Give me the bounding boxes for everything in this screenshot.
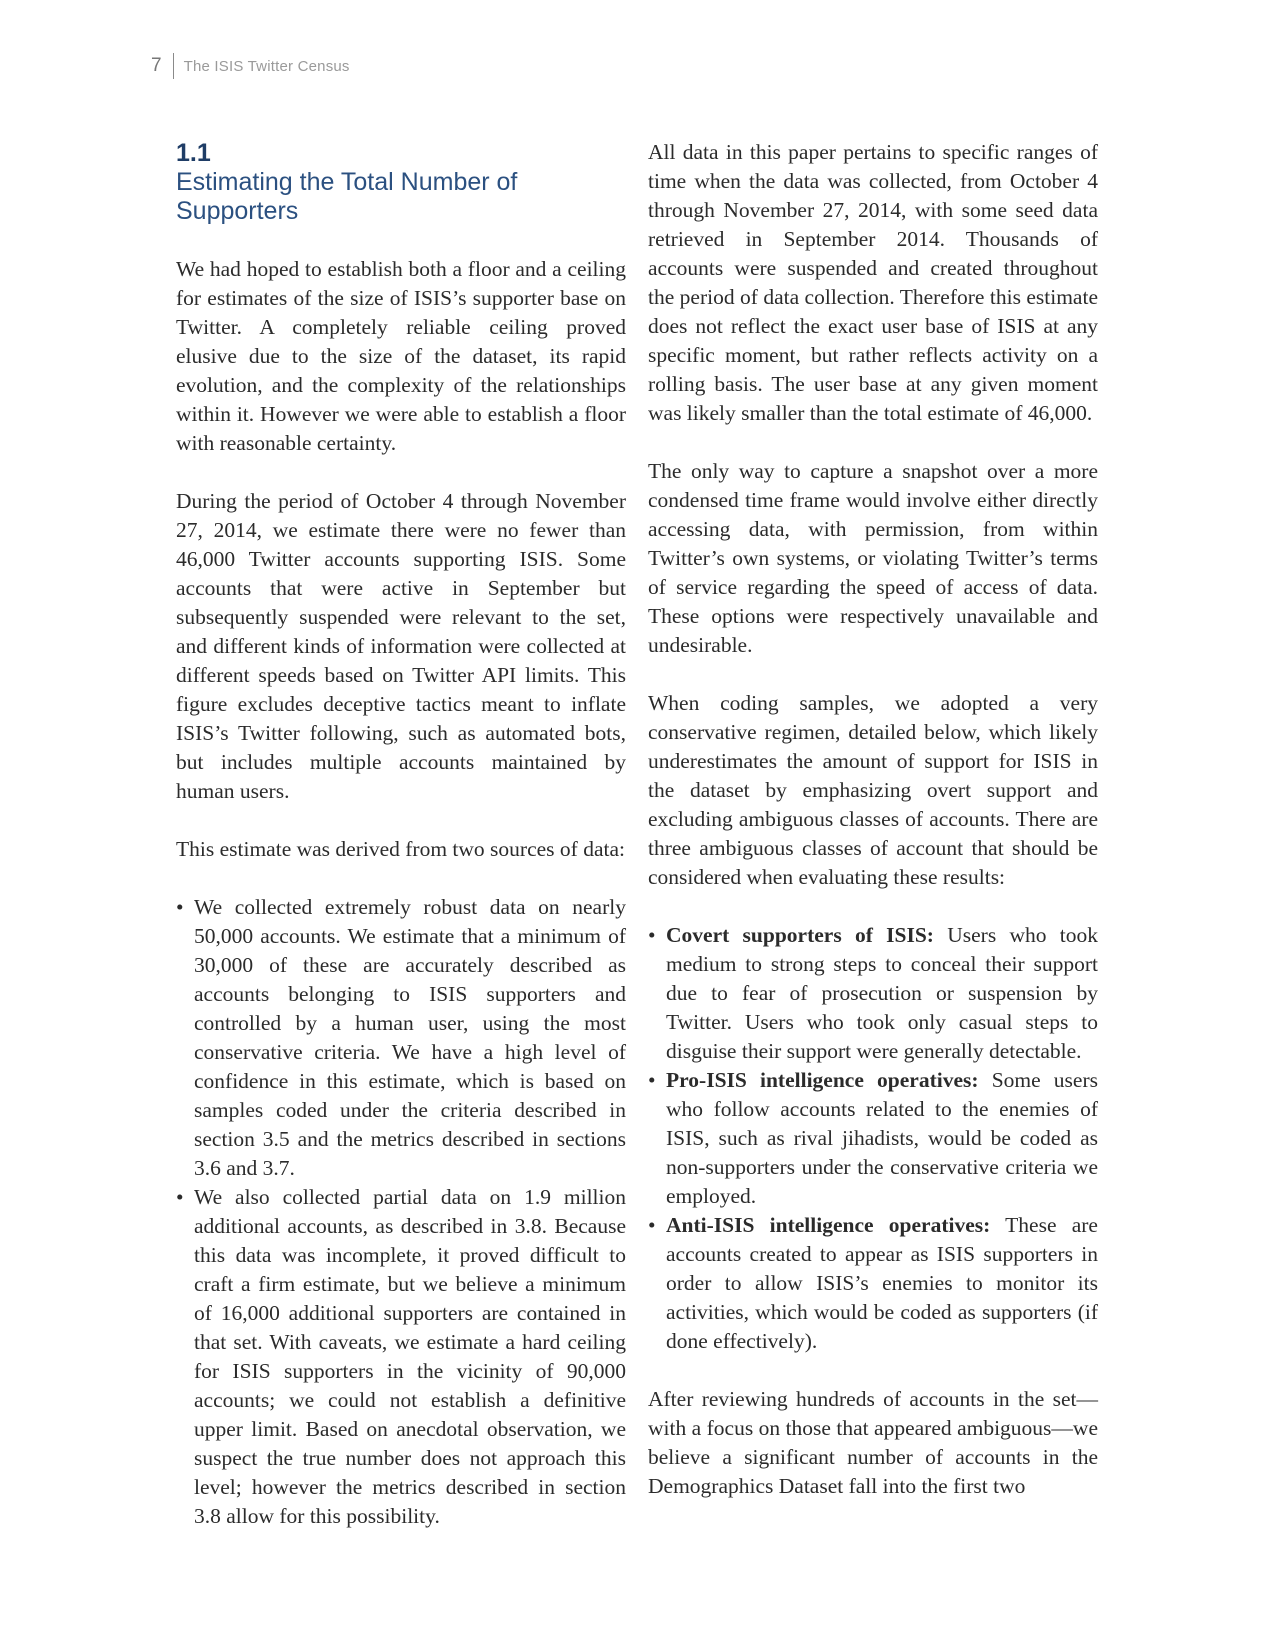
bullet-term: Covert supporters of ISIS: <box>666 923 934 947</box>
running-title: The ISIS Twitter Census <box>183 57 350 75</box>
list-item: • We collected extremely robust data on nearly 50,000 accounts. We estimate that a minimum of 30,000 of these are accurately described as accounts belonging to ISIS supporters and controlled by a human user, using the most conservative criteria. We have a high level of confidence in this estimate, which is based on samples coded under the criteria described in section 3.5 and the metrics described in sections 3.6 and 3.7. <box>176 893 626 1183</box>
left-column <box>176 138 626 1560</box>
paragraph-ceiling-floor: We had hoped to establish both a floor and a ceiling for estimates of the size of ISIS’s supporter base on Twitter. A completely reliable ceiling proved elusive due to the size of the dataset, its rapid evolution, and the complexity of the relationships within it. However we were able to establish a floor with reasonable certainty. <box>176 257 626 455</box>
paragraph-estimate-period: During the period of October 4 through November 27, 2014, we estimate there were no fewer than 46,000 Twitter accounts supporting ISIS. Some accounts that were active in September but subsequently suspended were relevant to the set, and different kinds of information were collected at different speeds based on Twitter API limits. This figure excludes deceptive tactics meant to inflate ISIS’s Twitter following, such as automated bots, but includes multiple accounts maintained by human users. <box>176 489 626 803</box>
list-item <box>648 1066 1098 1211</box>
section-number: 1.1 <box>176 139 211 167</box>
data-sources-list <box>176 893 626 1531</box>
list-item: • We also collected partial data on 1.9 million additional accounts, as described in 3.8. Because this data was incomplete, it proved difficult to craft a firm estimate, but we believe a minimum of 16,000 additional supporters are contained in that set. With caveats, we estimate a hard ceiling for ISIS supporters in the vicinity of 90,000 accounts; we could not establish a definitive upper limit. Based on anecdotal observation, we suspect the true number does not approach this level; however the metrics described in section 3.8 allow for this possibility. <box>176 1183 626 1531</box>
bullet-text: Some users who follow accounts related to the enemies of ISIS, such as rival jihadists, would be coded as non-supporters under the conservative criteria we employed. <box>666 1068 1098 1208</box>
paragraph-snapshot: The only way to capture a snapshot over a more condensed time frame would involve either directly accessing data, with permission, from within Twitter’s own systems, or violating Twitter’s terms of service regarding the speed of access of data. These options were respectively unavailable and undesirable. <box>648 459 1098 657</box>
page-number: 7 <box>151 55 162 76</box>
list-item <box>648 1211 1098 1356</box>
bullet-text: Users who took medium to strong steps to conceal their support due to fear of prosecution or suspension by Twitter. Users who took only casual steps to disguise their support were generally detectable. <box>666 923 1099 1063</box>
ambiguous-classes-list <box>648 921 1098 1356</box>
section-title: Estimating the Total Number of Supporters <box>176 168 518 225</box>
bullet-term: Anti-ISIS intelligence operatives: <box>666 1213 991 1237</box>
paragraph-closing: After reviewing hundreds of accounts in the set—with a focus on those that appeared ambiguous—we believe a significant number of accounts in the Demographics Dataset fall into the first two <box>648 1387 1098 1498</box>
list-item <box>648 921 1098 1066</box>
bullet-term: Pro-ISIS intelligence operatives: <box>666 1068 979 1092</box>
bullet-text: These are accounts created to appear as ISIS supporters in order to allow ISIS’s enemies to monitor its activities, which would be coded as supporters (if done effectively). <box>666 1213 1098 1353</box>
paragraph-data-sources: This estimate was derived from two sources of data: <box>176 837 625 861</box>
running-header <box>151 52 350 80</box>
header-divider <box>173 53 174 79</box>
right-column <box>648 138 1098 1530</box>
paragraph-coding-samples: When coding samples, we adopted a very conservative regimen, detailed below, which likely underestimates the amount of support for ISIS in the dataset by emphasizing overt support and excluding ambiguous classes of accounts. There are three ambiguous classes of account that should be considered when evaluating these results: <box>648 691 1098 889</box>
paragraph-time-ranges: All data in this paper pertains to specific ranges of time when the data was collected, from October 4 through November 27, 2014, with some seed data retrieved in September 2014. Thousands of accounts were suspended and created throughout the period of data collection. Therefore this estimate does not reflect the exact user base of ISIS at any specific moment, but rather reflects activity on a rolling basis. The user base at any given moment was likely smaller than the total estimate of 46,000. <box>648 140 1098 425</box>
